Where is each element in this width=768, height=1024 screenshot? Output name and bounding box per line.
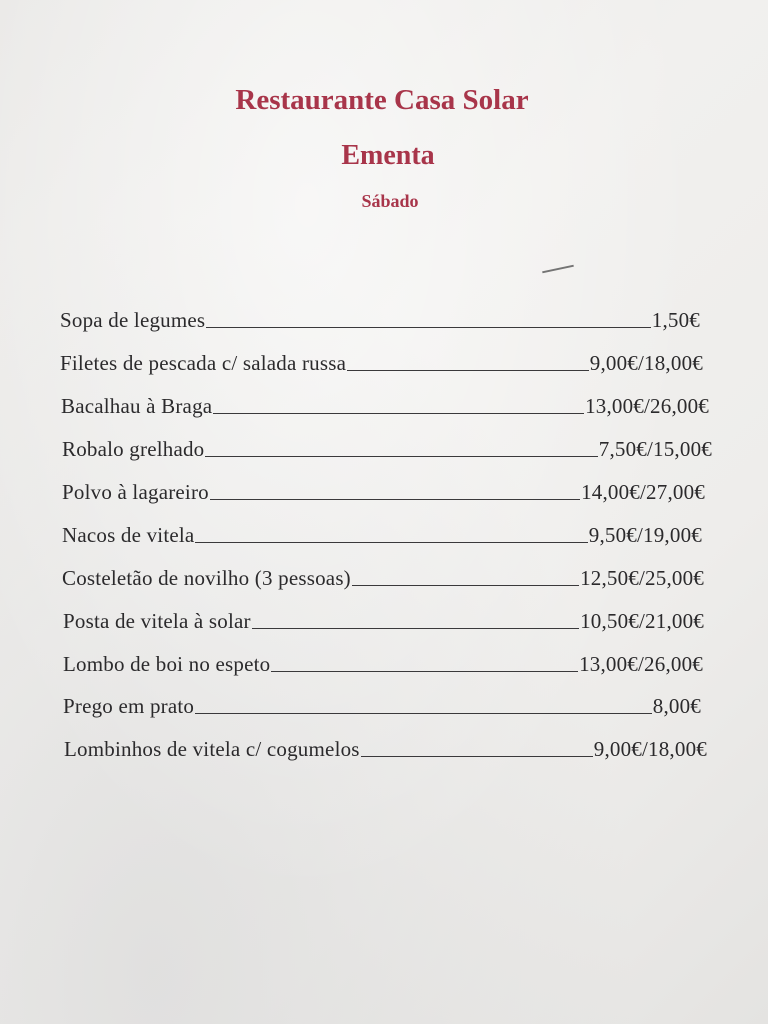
leader-line <box>206 326 650 328</box>
menu-item <box>63 604 704 634</box>
menu-item <box>62 561 704 591</box>
menu-item-name: Nacos de vitela <box>62 523 195 547</box>
menu-title: Ementa <box>341 140 435 171</box>
menu-item-price: 13,00€/26,00€ <box>579 652 703 676</box>
menu-item <box>63 689 701 719</box>
restaurant-name: Restaurante Casa Solar <box>235 84 529 116</box>
menu-item-price: 9,50€/19,00€ <box>588 523 702 547</box>
menu-item-name: Lombinhos de vitela c/ cogumelos <box>64 737 360 761</box>
menu-item-name: Lombo de boi no espeto <box>63 652 271 676</box>
menu-item <box>62 432 712 462</box>
leader-line <box>213 412 584 414</box>
menu-item-price: 9,00€/18,00€ <box>589 351 703 375</box>
menu-item <box>62 518 702 548</box>
menu-item-name: Filetes de pescada c/ salada russa <box>60 351 347 375</box>
leader-line <box>195 541 587 543</box>
menu-item <box>61 389 709 419</box>
menu-item-price: 8,00€ <box>652 694 701 718</box>
menu-item-name: Costeletão de novilho (3 pessoas) <box>62 566 351 590</box>
menu-item-name: Polvo à lagareiro <box>62 480 209 504</box>
menu-item <box>62 475 705 505</box>
menu-item <box>60 346 703 376</box>
leader-line <box>361 755 593 757</box>
leader-line <box>352 584 579 586</box>
menu-item-price: 13,00€/26,00€ <box>585 394 709 418</box>
menu-item-name: Prego em prato <box>63 694 195 718</box>
leader-line <box>205 455 597 457</box>
menu-day: Sábado <box>361 191 419 211</box>
leader-line <box>252 627 579 629</box>
menu-item-price: 14,00€/27,00€ <box>581 480 705 504</box>
menu-item <box>63 647 703 677</box>
menu-item-price: 10,50€/21,00€ <box>580 609 704 633</box>
menu-item-price: 12,50€/25,00€ <box>580 566 704 590</box>
menu-item-price: 1,50€ <box>651 308 700 332</box>
leader-line <box>271 670 578 672</box>
menu-item-price: 7,50€/15,00€ <box>598 437 712 461</box>
menu-item-name: Robalo grelhado <box>62 437 205 461</box>
menu-item <box>64 732 707 762</box>
menu-item-name: Sopa de legumes <box>60 308 206 332</box>
leader-line <box>347 369 589 371</box>
menu-item <box>60 303 700 333</box>
menu-item-price: 9,00€/18,00€ <box>593 737 707 761</box>
leader-line <box>210 498 580 500</box>
menu-item-name: Posta de vitela à solar <box>63 609 251 633</box>
leader-line <box>195 712 652 714</box>
menu-item-name: Bacalhau à Braga <box>61 394 213 418</box>
